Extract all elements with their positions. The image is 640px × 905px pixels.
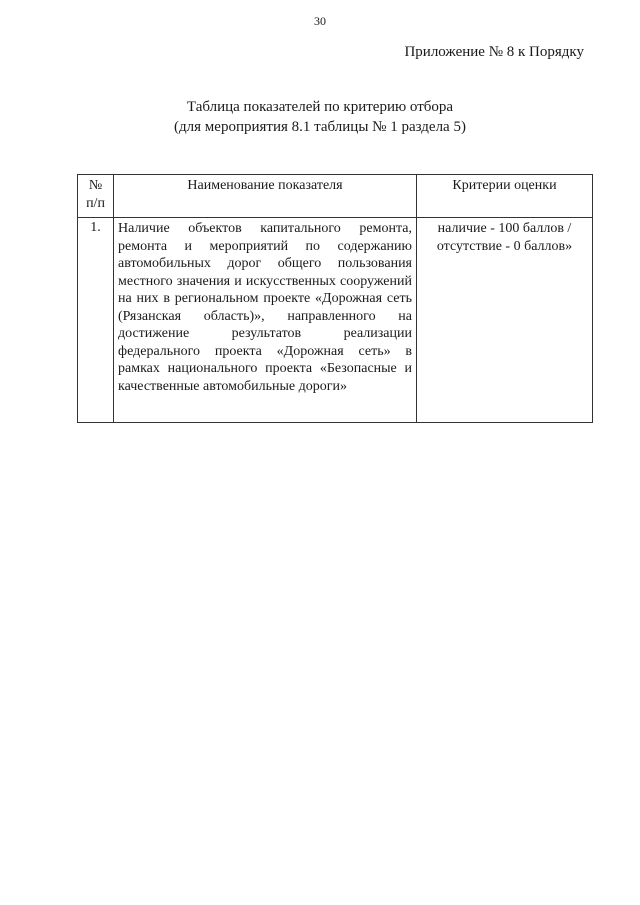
page-number: 30 — [314, 14, 326, 28]
header-indicator-name: Наименование показателя — [114, 175, 417, 218]
criteria-cell — [417, 218, 593, 423]
table-row — [78, 218, 593, 423]
header-number-symbol: № — [88, 178, 103, 193]
header-number-abbrev: п/п — [86, 196, 105, 211]
criteria-present: наличие - 100 баллов / — [437, 221, 572, 236]
appendix-label: Приложение № 8 к Порядку — [404, 44, 584, 60]
table-header-row — [78, 175, 593, 218]
header-criteria: Критерии оценки — [417, 175, 593, 218]
document-title — [0, 97, 640, 137]
indicator-name: Наличие объектов капитального ремонта, ремонта и мероприятий по содержанию автомобильных дорог общего пользования местного значения и искусственных сооружений на них в региональном проекте «Дорожная сеть (Рязанская область)», направленного на достижение результатов реализации федерального проекта «Дорожная сеть» в рамках национального проекта «Безопасные и качественные автомобильные дороги» — [114, 218, 417, 423]
criteria-absent: отсутствие - 0 баллов» — [436, 238, 573, 254]
header-number — [78, 175, 114, 218]
title-line-1: Таблица показателей по критерию отбора — [186, 99, 454, 115]
indicators-table — [77, 174, 593, 423]
title-line-2: (для мероприятия 8.1 таблицы № 1 раздела 5) — [174, 119, 466, 135]
row-number: 1. — [78, 218, 114, 423]
